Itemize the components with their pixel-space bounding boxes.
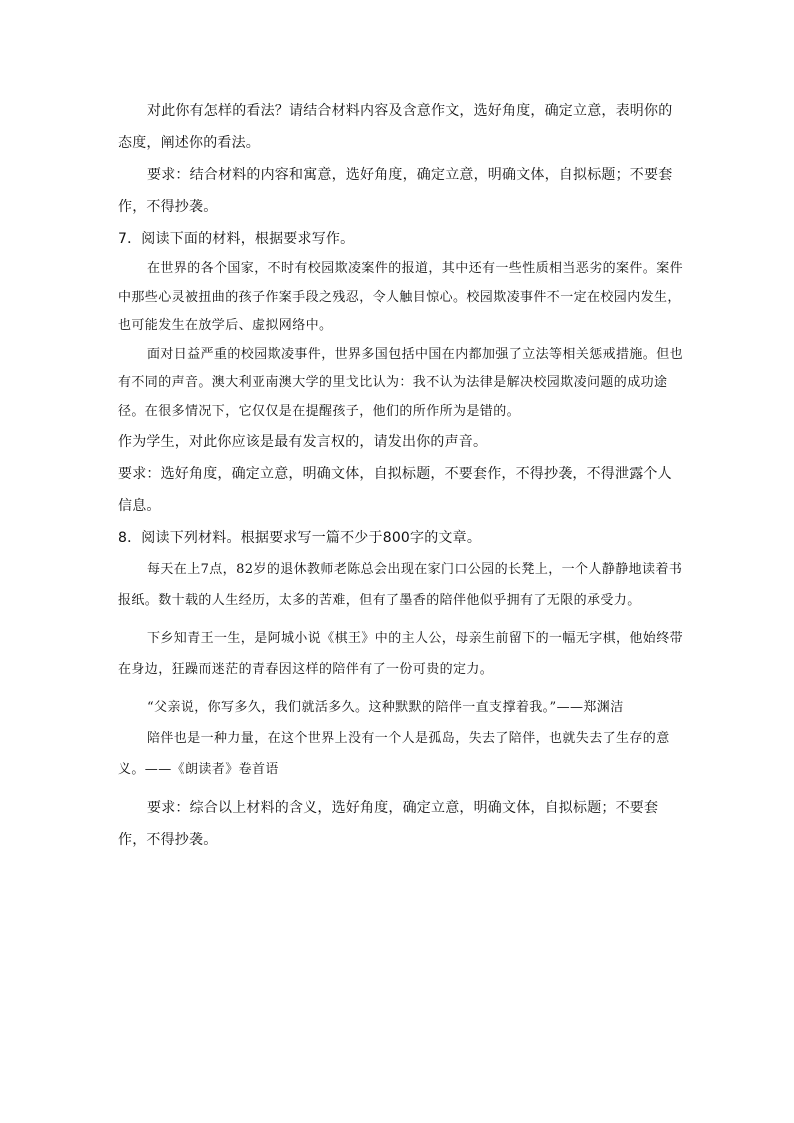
q7-material-2: 面对日益严重的校园欺凌事件，世界多国包括中国在内都加强了立法等相关惩戒措施。但也有不同的声音。澳大利亚南澳大学的里戈比认为：我不认为法律是解决校园欺凌问题的成功途径。在很多情况下，它仅仅是在提醒孩子，他们的所作所为是错的。 bbox=[118, 346, 684, 419]
q7-prompt: 作为学生，对此你应该是最有发言权的，请发出你的声音。 bbox=[118, 434, 488, 450]
q8-material-1: 每天在上7点，82岁的退休教师老陈总会出现在家门口公园的长凳上，一个人静静地读着书报纸。数十载的人生经历，太多的苦难，但有了墨香的陪伴他似乎拥有了无限的承受力。 bbox=[118, 562, 683, 608]
q7-heading: 7．阅读下面的材料，根据要求写作。 bbox=[118, 231, 355, 247]
q8-material-3: “父亲说，你写多久，我们就活多久。这种默默的陪伴一直支撑着我。”——郑渊洁 bbox=[147, 700, 624, 715]
exam-page bbox=[118, 95, 684, 856]
q8-requirement: 要求：综合以上材料的含义，选好角度，确定立意，明确文体，自拟标题；不要套作，不得抄袭。 bbox=[118, 800, 659, 848]
q6-prompt: 对此你有怎样的看法？请结合材料内容及含意作文，选好角度，确定立意，表明你的态度，阐述你的看法。 bbox=[118, 103, 673, 151]
q7-requirement: 要求：选好角度，确定立意，明确文体，自拟标题，不要套作，不得抄袭，不得泄露个人信息。 bbox=[118, 466, 672, 514]
q8-material-2: 下乡知青王一生，是阿城小说《棋王》中的主人公，母亲生前留下的一幅无字棋，他始终带在身边，狂躁而迷茫的青春因这样的陪伴有了一份可贵的定力。 bbox=[118, 631, 684, 677]
q7-material-1: 在世界的各个国家，不时有校园欺凌案件的报道，其中还有一些性质相当恶劣的案件。案件中那些心灵被扭曲的孩子作案手段之残忍，令人触目惊心。校园欺凌事件不一定在校园内发生，也可能发生在放学后、虚拟网络中。 bbox=[118, 261, 684, 333]
q8-heading: 8．阅读下列材料。根据要求写一篇不少于800字的文章。 bbox=[118, 530, 482, 546]
q6-requirement: 要求：结合材料的内容和寓意，选好角度，确定立意，明确文体，自拟标题；不要套作，不得抄袭。 bbox=[118, 167, 673, 215]
q8-material-4: 陪伴也是一种力量，在这个世界上没有一个人是孤岛，失去了陪伴，也就失去了生存的意义。——《朗读者》卷首语 bbox=[118, 731, 670, 777]
